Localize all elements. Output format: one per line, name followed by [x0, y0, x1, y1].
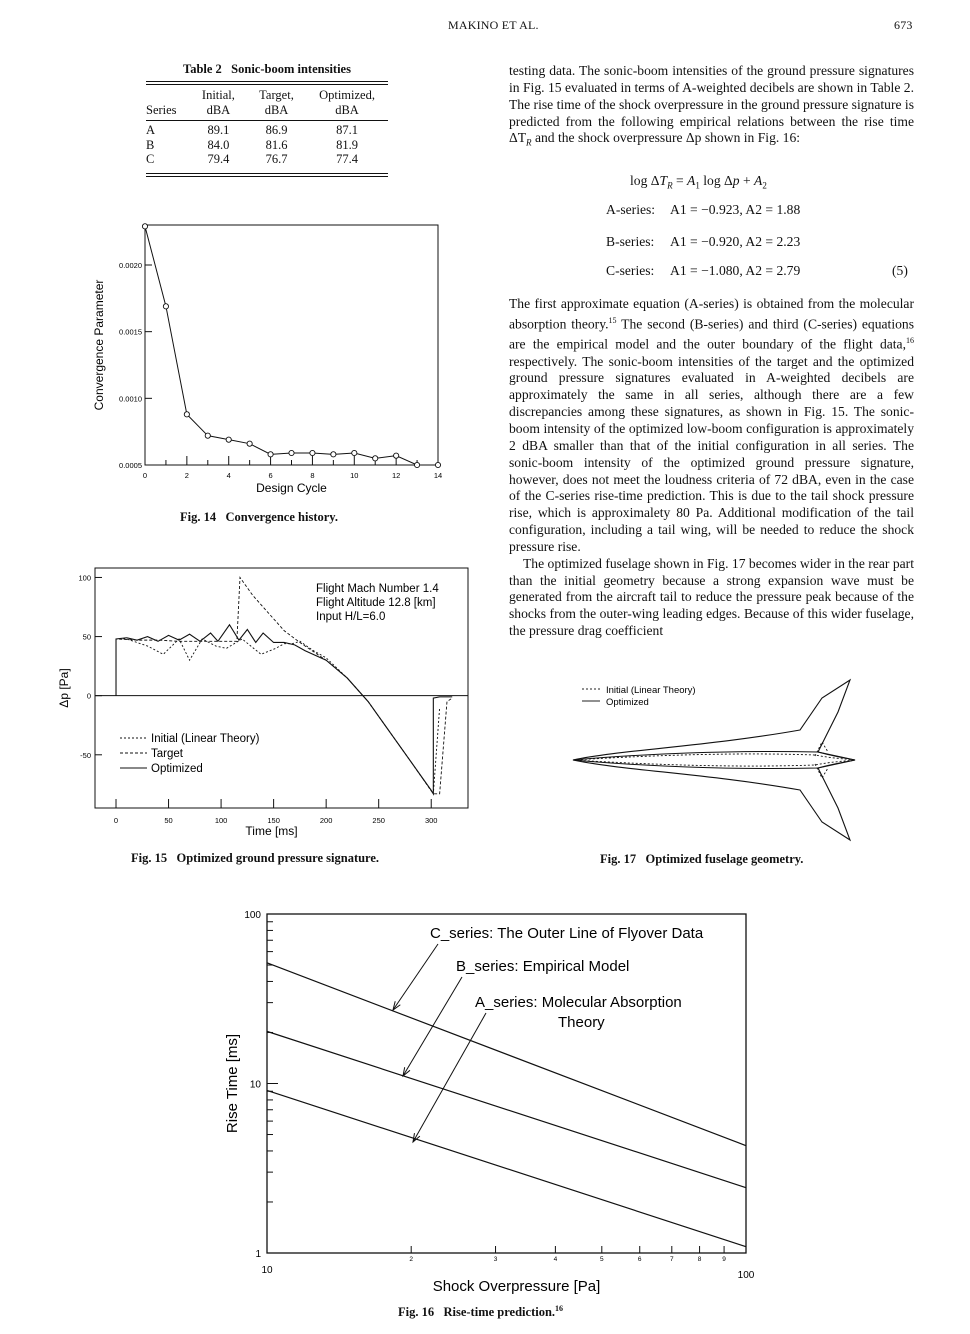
y-tick-label: 100: [244, 910, 261, 921]
caption-title: Rise-time prediction.: [443, 1305, 556, 1320]
legend-initial-label: Initial (Linear Theory): [606, 685, 696, 696]
x-axis-label: Design Cycle: [256, 481, 327, 495]
x-tick-label: 150: [267, 816, 280, 825]
paragraph-text: The first approximate equation (A-series) is obtained from the molecular absorption theory.: [509, 296, 914, 332]
figure-15-plot: [57, 568, 468, 838]
series-line-A_series: [267, 1090, 746, 1246]
x-tick-label: 6: [268, 471, 273, 480]
y-tick-label: 10: [249, 1079, 261, 1091]
table-header-cell: dBA: [335, 102, 359, 117]
x-tick-label: 200: [319, 816, 333, 825]
arrow-head: [403, 1067, 410, 1076]
y-tick-label: 0.0010: [119, 394, 142, 404]
equation-a-label: A-series:: [606, 202, 656, 217]
y-tick-label: 0.0005: [119, 461, 142, 470]
equation-a-coef: A1 = −0.923, A2 = 1.88: [670, 202, 801, 217]
figure-16-chart: [220, 900, 780, 1300]
initial-tail-outline: [815, 742, 828, 778]
figure-17-caption: [600, 852, 803, 867]
y-tick-label: 100: [78, 573, 91, 583]
data-point: [247, 441, 252, 446]
table-header-cell: Optimized,: [319, 88, 375, 102]
page-number: 673: [894, 18, 913, 32]
subscript: R: [526, 138, 532, 149]
legend-optimized-label: Optimized: [606, 697, 649, 708]
table-2: [146, 62, 388, 177]
data-point: [163, 304, 168, 309]
x-minor-tick-label: 2: [409, 1256, 414, 1263]
x-minor-tick-label: 3: [493, 1256, 498, 1263]
figure-17-drawing: [560, 672, 860, 847]
y-tick-label: 0.0020: [119, 261, 142, 270]
paragraph-text: respectively. The sonic-boom intensities of the target and the optimized ground pressure signatures evaluated in A-weighted decibels are approximately the same in all series, although there are a few discrepancies among these signatures, as shown in Fig. 15. The sonic-boom intensity of the optimized low-boom configuration is approximately 2 dBA smaller than that of the initial configuration in all series. The sonic-boom intensity of the optimized ground pressure signature, however, does not meet the loudness criteria of 72 dBA, even in the case of the C-series rise-time prediction. This is due to the tail shock pressure rise, which is approximalety 80 Pa. Additional modification of the tail configuration, including a tail wing, will be needed to reduce the shock pressure rise.: [509, 353, 914, 554]
data-point: [184, 412, 189, 417]
x-minor-tick-label: 4: [553, 1256, 558, 1263]
figure-14-caption: [180, 510, 338, 525]
x-minor-tick-label: 5: [599, 1256, 604, 1263]
paragraph-text: testing data. The sonic-boom intensities of the ground pressure signatures in Fig. 15 evaluated in terms of A-weighted decibels are shown in Table 2. The rise time of the shock overpressure in the ground pressure signature is predicted from the following empirical relations between the rise time ΔT: [509, 63, 914, 146]
data-point: [394, 453, 399, 458]
x-tick-label: 0: [113, 816, 119, 825]
x-tick-label: 250: [372, 816, 385, 825]
plot-frame: [145, 225, 438, 465]
table-cell: 89.1: [207, 123, 230, 137]
x-tick-label: 4: [226, 471, 231, 480]
annotation-a-series: A_series: Molecular Absorption: [475, 994, 682, 1011]
equation-b-label: B-series:: [606, 234, 655, 249]
caption-label: Fig. 15: [131, 851, 168, 865]
paragraph-2: [509, 296, 914, 640]
legend-label: Target: [151, 748, 183, 760]
flight-info-text: Flight Altitude 12.8 [km]: [316, 597, 436, 609]
x-tick-label: 300: [424, 816, 438, 825]
caption-label: Fig. 17: [600, 852, 637, 866]
data-point: [226, 437, 231, 442]
y-axis-label: Δp [Pa]: [57, 668, 71, 708]
table-cell: 77.4: [336, 152, 358, 166]
table-cell: 81.9: [336, 137, 358, 152]
caption-label: Fig. 14: [180, 510, 217, 524]
convergence-line: [145, 226, 438, 465]
table-2-caption: [146, 62, 388, 77]
initial-fuselage: [573, 754, 855, 766]
figure-15-chart: [55, 560, 475, 845]
table-header-cell: Initial,: [201, 88, 235, 102]
annotation-arrow: [403, 977, 462, 1076]
equation-c-coef: A1 = −1.080, A2 = 2.79: [670, 263, 801, 278]
data-point: [331, 452, 336, 457]
x-tick-label: 14: [433, 471, 443, 480]
paragraph-text: The second (B-series) and third (C-series) equations are the empirical model and the outer boundary of the flight data,: [509, 316, 914, 352]
table-header-row: [146, 103, 388, 118]
reference-superscript: 15: [608, 315, 617, 325]
table-header-cell: Series: [146, 102, 177, 117]
x-tick-label: 100: [737, 1270, 755, 1281]
data-point: [352, 450, 357, 455]
data-point: [142, 224, 147, 229]
x-tick-label: 0: [142, 471, 148, 480]
x-tick-label: 100: [214, 816, 228, 825]
figure-14-plot: [92, 224, 442, 495]
figure-16-plot: [224, 910, 755, 1295]
running-head: MAKINO ET AL.: [448, 18, 539, 32]
annotation-c-series: C_series: The Outer Line of Flyover Data: [430, 925, 704, 942]
y-tick-label: -50: [80, 750, 91, 760]
data-point: [205, 433, 210, 438]
annotation-arrow: [393, 944, 438, 1010]
x-tick-label: 8: [310, 471, 315, 480]
annotation-b-series: B_series: Empirical Model: [456, 958, 630, 975]
equation-b-coef: A1 = −0.920, A2 = 2.23: [670, 234, 801, 249]
paragraph-1: [509, 63, 914, 152]
table-cell: 86.9: [265, 123, 288, 137]
annotation-a-series-2: Theory: [558, 1014, 605, 1031]
table-cell: 79.4: [207, 152, 230, 166]
x-tick-label: 10: [350, 471, 359, 480]
x-minor-tick-label: 7: [669, 1256, 674, 1263]
caption-title: Convergence history.: [225, 510, 338, 524]
data-point: [373, 456, 378, 461]
caption-label: Fig. 16: [398, 1305, 435, 1320]
figure-14-chart: [85, 218, 445, 498]
reference-superscript: 16: [906, 336, 914, 346]
caption-title: Optimized ground pressure signature.: [176, 851, 380, 865]
table-2-grid: [146, 88, 388, 167]
figure-16-caption: [398, 1304, 563, 1320]
equation-number: (5): [892, 263, 908, 278]
x-tick-label: 12: [391, 471, 401, 480]
flight-info-text: Flight Mach Number 1.4: [316, 583, 439, 595]
equation-main: $\log \Delta T_R = A_1$ $\log \Delta p + A_2$: [630, 173, 767, 191]
legend-label: Initial (Linear Theory): [151, 733, 260, 745]
table-cell: A: [146, 123, 156, 137]
paragraph-3: The optimized fuselage shown in Fig. 17 becomes wider in the rear part than the initial geometry because a strong expansion wave must be generated from the aircraft tail to reduce the pressure peak because of the shocks from the outer-wing leading edges. Because of this wider fuselage, the pressure drag coefficient: [509, 555, 914, 639]
table-cell: B: [146, 137, 155, 152]
x-tick-label: 2: [184, 471, 189, 480]
data-point: [268, 452, 273, 457]
table-cell: C: [146, 152, 155, 166]
x-axis-label: Shock Overpressure [Pa]: [432, 1278, 601, 1295]
table-header-cell: dBA: [206, 102, 231, 117]
table-cell: 84.0: [207, 137, 230, 152]
data-point: [289, 450, 294, 455]
table-caption-title: Sonic-boom intensities: [231, 62, 351, 76]
x-tick-label: 10: [261, 1265, 273, 1276]
y-tick-label: 1: [255, 1249, 261, 1260]
paragraph-text: and the shock overpressure Δp shown in Fig. 16:: [531, 130, 801, 146]
x-tick-label: 50: [164, 816, 173, 825]
y-axis-label: Convergence Parameter: [92, 279, 106, 411]
table-row: [146, 152, 388, 167]
y-axis-label: Rise Time [ms]: [224, 1033, 241, 1134]
table-row: [146, 138, 388, 153]
equation-c-label: C-series:: [606, 263, 655, 278]
signature-line-1: [116, 577, 452, 793]
table-cell: 76.7: [265, 152, 288, 166]
figure-15-caption: [131, 851, 379, 866]
x-minor-tick-label: 9: [722, 1256, 726, 1263]
data-point: [435, 462, 440, 467]
x-minor-tick-label: 6: [637, 1256, 642, 1263]
caption-title: Optimized fuselage geometry.: [645, 852, 804, 866]
table-header-cell: [146, 88, 190, 103]
y-tick-label: 0: [86, 691, 91, 701]
data-point: [310, 450, 315, 455]
arrow-head: [413, 1133, 420, 1142]
data-point: [414, 462, 419, 467]
table-header-cell: Target,: [259, 88, 294, 102]
arrow-head: [393, 1001, 400, 1010]
x-minor-tick-label: 8: [697, 1256, 702, 1263]
table-row: [146, 123, 388, 138]
table-header-row: [146, 88, 388, 103]
x-axis-label: Time [ms]: [245, 824, 298, 838]
table-cell: 87.1: [336, 123, 358, 137]
table-cell: 81.6: [265, 137, 288, 152]
y-tick-label: 50: [82, 632, 91, 642]
table-header-cell: dBA: [264, 102, 289, 117]
legend-label: Optimized: [151, 763, 203, 775]
y-tick-label: 0.0015: [119, 327, 142, 337]
flight-info-text: Input H/L=6.0: [316, 611, 386, 623]
table-caption-label: Table 2: [183, 62, 222, 76]
reference-superscript: 16: [555, 1304, 564, 1313]
